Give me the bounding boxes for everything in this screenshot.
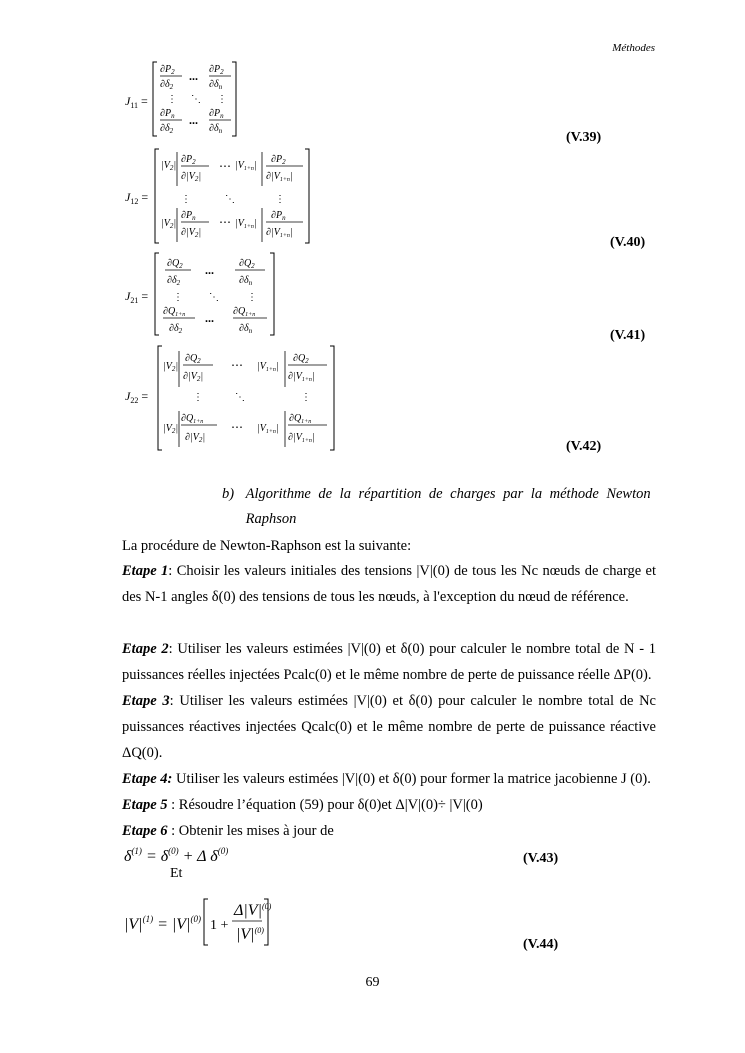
svg-text:∂Q2: $\partial Q_2$: [293, 353, 309, 365]
svg-text:⋯: ⋯: [219, 215, 231, 229]
eq-number-v39: (V.39): [566, 130, 602, 145]
svg-text:J12 =: $J_{12}$ =: [125, 190, 149, 206]
svg-text:⋱: ⋱: [235, 392, 245, 403]
svg-text:...: ...: [189, 69, 198, 83]
svg-text:|V1+n|: $|V_{1+n}|$: [235, 218, 257, 230]
step-2-text: : Utiliser les valeurs estimées |V|(0) et δ(0) pour calculer le nombre total de N - 1 puissances réelles injectées Pcalc(0) et le même nombre de perte de puissance réelle ΔP(0).: [122, 641, 657, 683]
svg-text:|V1+n|: $|V_{1+n}|$: [257, 423, 279, 435]
step-1-text: : Choisir les valeurs initiales des tensions |V|(0) de tous les Nc nœuds de charge et des N-1 angles δ(0) des tensions de tous les nœuds, à l'exception du nœud de référence.: [122, 563, 656, 605]
svg-text:∂Q2: $\partial Q_2$: [185, 353, 201, 365]
svg-text:∂Q2: $\partial Q_2$: [239, 258, 255, 270]
matrix-j11: [125, 58, 255, 145]
step-3-label: Etape 3: [122, 693, 170, 709]
svg-text:∂Q1+n: $\partial Q_{1+n}$: [163, 306, 186, 318]
svg-text:∂|V2|: $\partial|V_2|$: [185, 432, 206, 444]
svg-text:δ(1) = δ(0) + Δ δ(0): $\delta^{(1)} = \delta^{(0)} + \Delta$ $\delta^{(0)}$: [124, 846, 229, 865]
svg-text:⋯: ⋯: [231, 420, 243, 434]
svg-text:∂P2: $\partial P_2$: [181, 154, 196, 166]
svg-text:|V|(0): $|V|^{(0)}$: [236, 926, 264, 943]
svg-text:⋮: ⋮: [217, 94, 227, 105]
svg-text:∂Q1+n: $\partial Q_{1+n}$: [181, 413, 204, 425]
svg-text:⋯: ⋯: [219, 159, 231, 173]
svg-text:...: ...: [205, 263, 214, 277]
eq-number-v41: (V.41): [610, 328, 646, 343]
svg-text:|V1+n|: $|V_{1+n}|$: [235, 160, 257, 172]
step-2: [122, 636, 656, 688]
svg-text:∂P2: $\partial P_2$: [160, 64, 175, 76]
svg-text:J21 =: $J_{21}$ =: [125, 289, 149, 305]
eq-number-v40: (V.40): [610, 235, 646, 250]
step-5: [122, 792, 656, 818]
svg-text:∂|V1+n|: $\partial|V_{1+n}|$: [288, 432, 315, 444]
svg-text:⋮: ⋮: [247, 292, 257, 303]
matrix-j21: [125, 250, 285, 343]
equation-v43: [124, 844, 244, 873]
svg-text:∂Q2: $\partial Q_2$: [167, 258, 183, 270]
svg-text:∂|V1+n|: $\partial|V_{1+n}|$: [266, 227, 293, 239]
subheading-text: Algorithme de la répartition de charges par la méthode Newton Raphson: [245, 486, 651, 527]
svg-text:|V2|: $|V_2|$: [161, 218, 177, 230]
svg-text:⋮: ⋮: [275, 194, 285, 205]
step-3: [122, 688, 656, 766]
step-1-label: Etape 1: [122, 563, 169, 579]
svg-text:⋮: ⋮: [301, 392, 311, 403]
svg-text:|V2|: $|V_2|$: [163, 423, 179, 435]
svg-text:J22 =: $J_{22}$ =: [125, 389, 149, 405]
svg-text:|V1+n|: $|V_{1+n}|$: [257, 361, 279, 373]
svg-text:∂δ2: $\partial\delta_2$: [160, 123, 174, 135]
svg-text:Δ|V|(0): $\Delta|V|^{(0)}$: [234, 902, 272, 919]
svg-text:∂δ2: $\partial\delta_2$: [160, 79, 174, 91]
svg-text:∂Q1+n: $\partial Q_{1+n}$: [289, 413, 312, 425]
subheading: [222, 482, 657, 532]
svg-text:⋯: ⋯: [231, 358, 243, 372]
svg-text:∂Q1+n: $\partial Q_{1+n}$: [233, 306, 256, 318]
page-number: 69: [365, 975, 380, 990]
j11-label: $J_{11}$ =: [125, 94, 148, 110]
eq-number-v42: (V.42): [566, 439, 602, 454]
svg-text:∂δn: $\partial\delta_n$: [209, 79, 223, 91]
svg-text:1 +: 1 +: [210, 918, 229, 933]
step-4-label: Etape 4:: [122, 771, 173, 787]
step-6: [122, 818, 656, 844]
intro-paragraph: La procédure de Newton-Raphson est la suivante:: [122, 538, 412, 554]
svg-text:|V2|: $|V_2|$: [163, 361, 179, 373]
svg-text:⋱: ⋱: [209, 292, 219, 303]
svg-text:|V|(1) = |V|(0): $|V|^{(1)} = |V|^{(0)}$: [124, 914, 201, 933]
step-5-label: Etape 5: [122, 797, 168, 813]
svg-text:∂δn: $\partial\delta_n$: [239, 275, 253, 287]
svg-text:⋮: ⋮: [193, 392, 203, 403]
svg-text:∂P2: $\partial P_2$: [209, 64, 224, 76]
step-6-label: Etape 6: [122, 823, 168, 839]
matrix-j22: [125, 343, 340, 458]
svg-text:∂Pn: $\partial P_n$: [209, 108, 224, 120]
matrix-j12: [125, 146, 315, 251]
equation-v44: [124, 895, 274, 954]
step-1: [122, 558, 656, 610]
svg-text:∂|V2|: $\partial|V_2|$: [183, 371, 204, 383]
svg-text:∂|V2|: $\partial|V_2|$: [181, 227, 202, 239]
svg-text:∂δn: $\partial\delta_n$: [239, 323, 253, 335]
svg-text:⋮: ⋮: [173, 292, 183, 303]
svg-text:⋮: ⋮: [181, 194, 191, 205]
eq-number-v44: (V.44): [523, 937, 559, 952]
svg-text:...: ...: [205, 311, 214, 325]
svg-text:∂Pn: $\partial P_n$: [181, 210, 196, 222]
svg-text:∂δ2: $\partial\delta_2$: [167, 275, 181, 287]
et-word: Et: [170, 866, 183, 881]
step-3-text: : Utiliser les valeurs estimées |V|(0) et δ(0) pour calculer le nombre total de Nc puissances réactives injectées Qcalc(0) et le même nombre de perte de puissance réactive ΔQ(0).: [122, 693, 656, 761]
svg-text:∂P2: $\partial P_2$: [271, 154, 286, 166]
svg-text:⋮: ⋮: [167, 94, 177, 105]
step-4: [122, 766, 656, 792]
section-header: Méthodes: [612, 42, 655, 54]
step-5-text: : Résoudre l’équation (59) pour δ(0)et Δ|V|(0)÷ |V|(0): [167, 797, 483, 813]
svg-text:∂|V1+n|: $\partial|V_{1+n}|$: [266, 171, 293, 183]
step-2-label: Etape 2: [122, 641, 169, 657]
step-6-text: : Obtenir les mises à jour de: [167, 823, 334, 839]
svg-text:|V2|: $|V_2|$: [161, 160, 177, 172]
svg-text:∂|V1+n|: $\partial|V_{1+n}|$: [288, 371, 315, 383]
step-4-text: Utiliser les valeurs estimées |V|(0) et δ(0) pour former la matrice jacobienne J (0).: [172, 771, 651, 787]
svg-text:⋱: ⋱: [225, 194, 235, 205]
svg-text:∂|V2|: $\partial|V_2|$: [181, 171, 202, 183]
svg-text:...: ...: [189, 113, 198, 127]
svg-text:∂Pn: $\partial P_n$: [271, 210, 286, 222]
svg-text:∂Pn: $\partial P_n$: [160, 108, 175, 120]
svg-text:⋱: ⋱: [191, 94, 201, 105]
svg-text:∂δ2: $\partial\delta_2$: [169, 323, 183, 335]
svg-text:∂δn: $\partial\delta_n$: [209, 123, 223, 135]
eq-number-v43: (V.43): [523, 851, 559, 866]
subheading-marker: b): [222, 486, 235, 502]
